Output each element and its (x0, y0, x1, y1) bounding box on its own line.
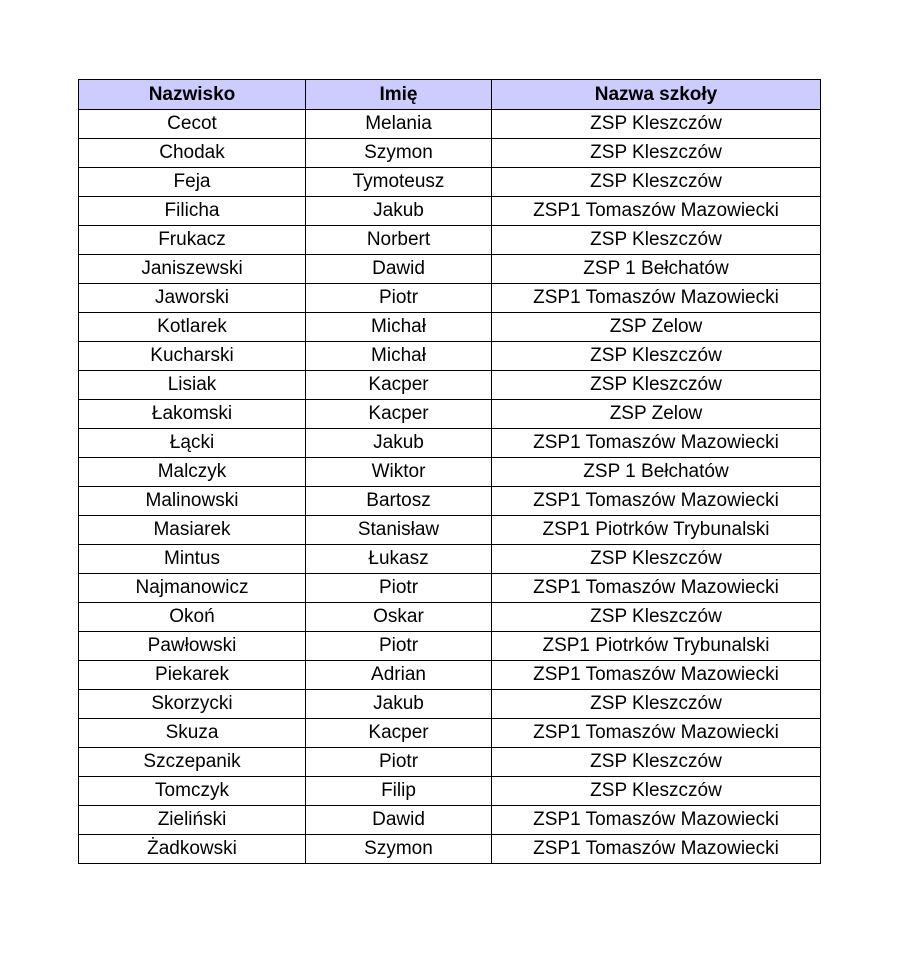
cell-school: ZSP1 Tomaszów Mazowiecki (492, 661, 821, 690)
cell-surname: Lisiak (79, 371, 306, 400)
cell-surname: Pawłowski (79, 632, 306, 661)
table-row (79, 400, 821, 429)
cell-first-name: Piotr (306, 632, 492, 661)
cell-surname: Jaworski (79, 284, 306, 313)
cell-first-name: Tymoteusz (306, 168, 492, 197)
cell-first-name: Oskar (306, 603, 492, 632)
table-row (79, 110, 821, 139)
cell-school: ZSP Kleszczów (492, 690, 821, 719)
cell-first-name: Norbert (306, 226, 492, 255)
table-row (79, 139, 821, 168)
cell-surname: Janiszewski (79, 255, 306, 284)
cell-first-name: Piotr (306, 574, 492, 603)
cell-first-name: Jakub (306, 690, 492, 719)
cell-surname: Cecot (79, 110, 306, 139)
cell-surname: Łącki (79, 429, 306, 458)
table-row (79, 168, 821, 197)
column-header-first-name: Imię (306, 80, 492, 110)
cell-surname: Żadkowski (79, 835, 306, 864)
cell-first-name: Wiktor (306, 458, 492, 487)
cell-first-name: Michał (306, 342, 492, 371)
cell-school: ZSP Kleszczów (492, 545, 821, 574)
cell-surname: Frukacz (79, 226, 306, 255)
cell-surname: Szczepanik (79, 748, 306, 777)
cell-school: ZSP Kleszczów (492, 748, 821, 777)
table-row (79, 197, 821, 226)
cell-surname: Łakomski (79, 400, 306, 429)
table-row (79, 371, 821, 400)
table-row (79, 719, 821, 748)
cell-school: ZSP1 Tomaszów Mazowiecki (492, 574, 821, 603)
cell-school: ZSP Kleszczów (492, 603, 821, 632)
cell-school: ZSP1 Tomaszów Mazowiecki (492, 429, 821, 458)
cell-first-name: Bartosz (306, 487, 492, 516)
cell-first-name: Adrian (306, 661, 492, 690)
cell-first-name: Kacper (306, 371, 492, 400)
table-row (79, 487, 821, 516)
table-row (79, 313, 821, 342)
table-header-row (79, 80, 821, 110)
column-header-school: Nazwa szkoły (492, 80, 821, 110)
cell-first-name: Kacper (306, 719, 492, 748)
cell-surname: Piekarek (79, 661, 306, 690)
cell-school: ZSP Kleszczów (492, 777, 821, 806)
participants-table (78, 79, 821, 864)
cell-first-name: Dawid (306, 806, 492, 835)
cell-school: ZSP1 Tomaszów Mazowiecki (492, 719, 821, 748)
cell-surname: Tomczyk (79, 777, 306, 806)
table-row (79, 777, 821, 806)
table-row (79, 429, 821, 458)
table-row (79, 632, 821, 661)
cell-surname: Zieliński (79, 806, 306, 835)
cell-school: ZSP1 Tomaszów Mazowiecki (492, 284, 821, 313)
cell-surname: Okoń (79, 603, 306, 632)
cell-school: ZSP1 Tomaszów Mazowiecki (492, 835, 821, 864)
table-row (79, 603, 821, 632)
table-row (79, 516, 821, 545)
table-body (79, 110, 821, 864)
cell-first-name: Piotr (306, 284, 492, 313)
cell-first-name: Łukasz (306, 545, 492, 574)
cell-first-name: Melania (306, 110, 492, 139)
cell-first-name: Stanisław (306, 516, 492, 545)
cell-surname: Feja (79, 168, 306, 197)
cell-surname: Kotlarek (79, 313, 306, 342)
table-row (79, 690, 821, 719)
cell-surname: Mintus (79, 545, 306, 574)
table-row (79, 226, 821, 255)
table-row (79, 458, 821, 487)
cell-school: ZSP1 Piotrków Trybunalski (492, 516, 821, 545)
cell-first-name: Filip (306, 777, 492, 806)
table-row (79, 545, 821, 574)
cell-school: ZSP Kleszczów (492, 139, 821, 168)
cell-surname: Malczyk (79, 458, 306, 487)
cell-surname: Chodak (79, 139, 306, 168)
cell-surname: Masiarek (79, 516, 306, 545)
cell-school: ZSP1 Piotrków Trybunalski (492, 632, 821, 661)
cell-surname: Skuza (79, 719, 306, 748)
table-row (79, 574, 821, 603)
table-row (79, 806, 821, 835)
cell-surname: Skorzycki (79, 690, 306, 719)
cell-school: ZSP Zelow (492, 313, 821, 342)
cell-first-name: Jakub (306, 429, 492, 458)
cell-school: ZSP1 Tomaszów Mazowiecki (492, 487, 821, 516)
cell-school: ZSP1 Tomaszów Mazowiecki (492, 197, 821, 226)
table-row (79, 255, 821, 284)
cell-first-name: Szymon (306, 139, 492, 168)
cell-first-name: Jakub (306, 197, 492, 226)
cell-school: ZSP Kleszczów (492, 110, 821, 139)
table-row (79, 835, 821, 864)
cell-school: ZSP Kleszczów (492, 226, 821, 255)
cell-surname: Malinowski (79, 487, 306, 516)
cell-first-name: Kacper (306, 400, 492, 429)
cell-school: ZSP Kleszczów (492, 342, 821, 371)
cell-surname: Filicha (79, 197, 306, 226)
cell-school: ZSP Kleszczów (492, 371, 821, 400)
cell-first-name: Michał (306, 313, 492, 342)
cell-surname: Najmanowicz (79, 574, 306, 603)
cell-first-name: Szymon (306, 835, 492, 864)
cell-school: ZSP Zelow (492, 400, 821, 429)
cell-first-name: Dawid (306, 255, 492, 284)
cell-school: ZSP 1 Bełchatów (492, 255, 821, 284)
table-row (79, 661, 821, 690)
document-page (78, 79, 820, 864)
column-header-surname: Nazwisko (79, 80, 306, 110)
table-row (79, 748, 821, 777)
table-row (79, 342, 821, 371)
cell-school: ZSP1 Tomaszów Mazowiecki (492, 806, 821, 835)
cell-first-name: Piotr (306, 748, 492, 777)
cell-school: ZSP Kleszczów (492, 168, 821, 197)
cell-surname: Kucharski (79, 342, 306, 371)
cell-school: ZSP 1 Bełchatów (492, 458, 821, 487)
table-row (79, 284, 821, 313)
